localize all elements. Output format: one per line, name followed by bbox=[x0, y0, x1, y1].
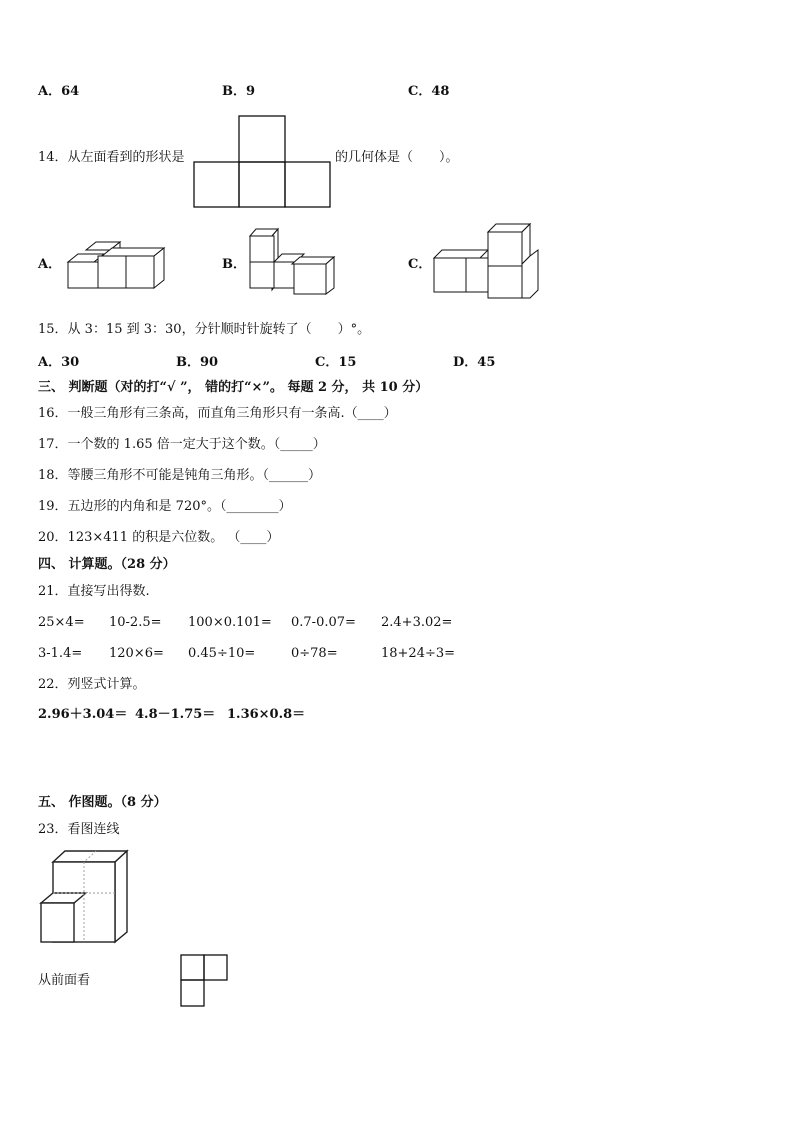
q22-prompt: 22．列竖式计算。 bbox=[38, 677, 146, 692]
calc-item: 2.4+3.02= bbox=[381, 615, 453, 630]
vertical-calc-item: 4.8－1.75＝ bbox=[135, 707, 216, 722]
q13-option-c: C．48 bbox=[408, 84, 450, 99]
calc-item: 25×4= bbox=[38, 615, 85, 630]
section3-title: 三、 判断题（对的打“√ ”， 错的打“×”。 每题 2 分， 共 10 分） bbox=[38, 380, 429, 395]
q19-statement: 19．五边形的内角和是 720°。（________） bbox=[38, 499, 292, 514]
q14-option-c-label: C． bbox=[408, 257, 432, 272]
q13-option-a: A．64 bbox=[38, 84, 80, 99]
front-view-label: 从前面看 bbox=[38, 973, 91, 988]
section4-title: 四、 计算题。（28 分） bbox=[38, 557, 176, 572]
vertical-calc-item: 2.96＋3.04＝ bbox=[38, 707, 128, 722]
q14-option-b-figure bbox=[248, 226, 338, 298]
q14-prompt-suffix: 的几何体是（ ）。 bbox=[335, 150, 459, 165]
q13-option-b: B．9 bbox=[222, 84, 256, 99]
calc-item: 0.7-0.07= bbox=[291, 615, 356, 630]
q14-option-a-figure bbox=[64, 238, 168, 294]
q23-solid-figure bbox=[38, 848, 132, 946]
calc-item: 100×0.101= bbox=[188, 615, 272, 630]
q15-prompt: 15．从 3：15 到 3：30，分针顺时针旋转了（ ）°。 bbox=[38, 322, 371, 337]
q14-left-view-figure bbox=[193, 115, 333, 209]
calc-item: 0÷78= bbox=[291, 646, 338, 661]
section5-title: 五、 作图题。（8 分） bbox=[38, 795, 167, 810]
calc-item: 18+24÷3= bbox=[381, 646, 456, 661]
calc-item: 10-2.5= bbox=[109, 615, 162, 630]
q20-statement: 20．123×411 的积是六位数。 （____） bbox=[38, 530, 280, 545]
vertical-calc-item: 1.36×0.8＝ bbox=[227, 707, 306, 722]
q15-option-c: C．15 bbox=[315, 355, 357, 370]
calc-item: 0.45÷10= bbox=[188, 646, 256, 661]
q15-option-d: D．45 bbox=[453, 355, 496, 370]
q23-prompt: 23．看图连线 bbox=[38, 822, 120, 837]
q14-prompt-prefix: 14．从左面看到的形状是 bbox=[38, 150, 185, 165]
q14-option-b-label: B． bbox=[222, 257, 246, 272]
q17-statement: 17．一个数的 1.65 倍一定大于这个数。（_____） bbox=[38, 437, 326, 452]
q16-statement: 16．一般三角形有三条高，而直角三角形只有一条高.（____） bbox=[38, 406, 397, 421]
q14-option-c-figure bbox=[432, 222, 544, 302]
q15-option-b: B．90 bbox=[176, 355, 219, 370]
q18-statement: 18．等腰三角形不可能是钝角三角形。（______） bbox=[38, 468, 322, 483]
front-view-option-figure bbox=[180, 954, 230, 1008]
calc-item: 3-1.4= bbox=[38, 646, 83, 661]
q21-prompt: 21．直接写出得数. bbox=[38, 584, 150, 599]
q15-option-a: A．30 bbox=[38, 355, 80, 370]
calc-item: 120×6= bbox=[109, 646, 164, 661]
q14-option-a-label: A． bbox=[38, 257, 62, 272]
